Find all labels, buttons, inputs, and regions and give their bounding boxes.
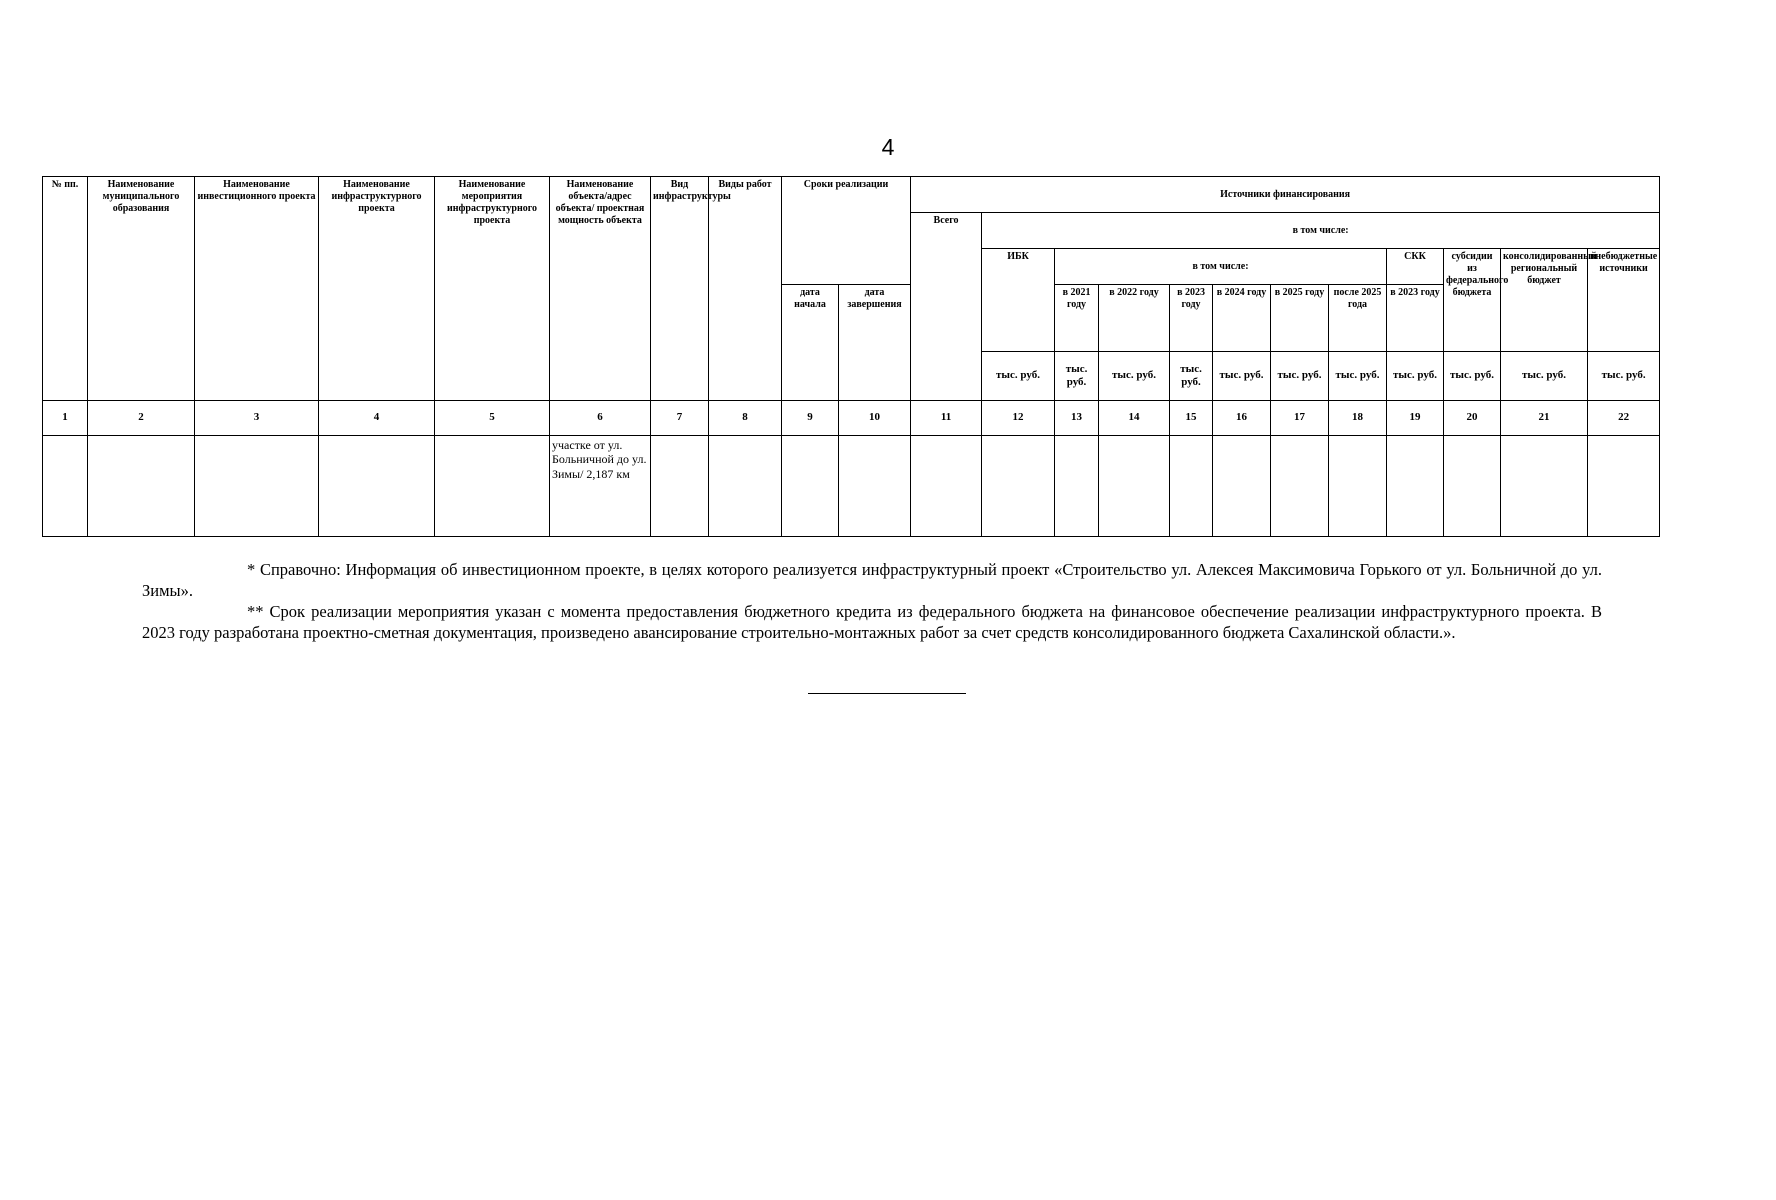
unit-cell: тыс. руб.: [1588, 352, 1660, 401]
header-including-2: в том числе:: [1055, 249, 1387, 285]
header-y2022: в 2022 году: [1099, 285, 1170, 352]
table-cell: [782, 436, 839, 537]
header-infra-type: Вид инфраструктуры: [651, 177, 709, 401]
unit-cell: тыс. руб.: [1387, 352, 1444, 401]
object-cell: участке от ул. Больничной до ул. Зимы/ 2,187 км: [550, 436, 651, 537]
unit-cell: тыс. руб.: [1170, 352, 1213, 401]
column-number: 9: [782, 401, 839, 436]
header-ibk: ИБК: [982, 249, 1055, 352]
header-infrastructure-project: Наименование инфраструктурного проекта: [319, 177, 435, 401]
column-number: 10: [839, 401, 911, 436]
table-cell: [651, 436, 709, 537]
table-cell: [1444, 436, 1501, 537]
column-number: 15: [1170, 401, 1213, 436]
header-including: в том числе:: [982, 213, 1660, 249]
table-cell: [1387, 436, 1444, 537]
header-regional-budget: консолидированный региональный бюджет: [1501, 249, 1588, 352]
header-after2025: после 2025 года: [1329, 285, 1387, 352]
closing-rule: [808, 693, 966, 694]
header-no: № пп.: [43, 177, 88, 401]
header-skk: СКК: [1387, 249, 1444, 285]
column-number: 6: [550, 401, 651, 436]
footnotes: [142, 559, 1602, 643]
header-extrabudgetary: внебюджетные источники: [1588, 249, 1660, 352]
column-number: 18: [1329, 401, 1387, 436]
column-number: 22: [1588, 401, 1660, 436]
unit-cell: тыс. руб.: [1444, 352, 1501, 401]
column-number: 3: [195, 401, 319, 436]
table-cell: [839, 436, 911, 537]
column-number: 5: [435, 401, 550, 436]
header-timing: Сроки реализации: [782, 177, 911, 285]
header-object: Наименование объекта/адрес объекта/ проектная мощность объекта: [550, 177, 651, 401]
page-number: 4: [881, 134, 895, 160]
column-number: 7: [651, 401, 709, 436]
header-y2021: в 2021 году: [1055, 285, 1099, 352]
column-number: 11: [911, 401, 982, 436]
table-cell: [88, 436, 195, 537]
column-number: 4: [319, 401, 435, 436]
column-number: 12: [982, 401, 1055, 436]
header-investment-project: Наименование инвестиционного проекта: [195, 177, 319, 401]
unit-cell: тыс. руб.: [1055, 352, 1099, 401]
header-total: Всего: [911, 213, 982, 401]
table-cell: [709, 436, 782, 537]
table-cell: [911, 436, 982, 537]
table-cell: [1213, 436, 1271, 537]
table-row: [43, 436, 1660, 537]
header-start-date: дата начала: [782, 285, 839, 401]
table-cell: [1329, 436, 1387, 537]
table-cell: [1170, 436, 1213, 537]
header-municipality: Наименование муниципального образования: [88, 177, 195, 401]
column-number: 2: [88, 401, 195, 436]
column-number: 20: [1444, 401, 1501, 436]
column-number: 8: [709, 401, 782, 436]
header-y2024: в 2024 году: [1213, 285, 1271, 352]
table-cell: [1271, 436, 1329, 537]
header-y2023: в 2023 году: [1170, 285, 1213, 352]
header-event: Наименование мероприятия инфраструктурного проекта: [435, 177, 550, 401]
column-number: 21: [1501, 401, 1588, 436]
column-number: 16: [1213, 401, 1271, 436]
column-number: 17: [1271, 401, 1329, 436]
header-y2025: в 2025 году: [1271, 285, 1329, 352]
table-cell: [1055, 436, 1099, 537]
unit-cell: тыс. руб.: [1099, 352, 1170, 401]
column-numbers-row: [43, 401, 1660, 436]
table-cell: [982, 436, 1055, 537]
table-cell: [435, 436, 550, 537]
footnote-2: ** Срок реализации мероприятия указан с момента предоставления бюджетного кредита из федерального бюджета на финансовое обеспечение реализации инфраструктурного проекта. В 2023 году разработана проектно-сметная документация, произведено авансирование строительно-монтажных работ за счет средств консолидированного бюджета Сахалинской области.».: [142, 602, 1602, 642]
table-cell: [1501, 436, 1588, 537]
header-work-types: Виды работ: [709, 177, 782, 401]
column-number: 1: [43, 401, 88, 436]
unit-cell: тыс. руб.: [982, 352, 1055, 401]
unit-cell: тыс. руб.: [1271, 352, 1329, 401]
table-cell: [1099, 436, 1170, 537]
header-skk-2023: в 2023 году: [1387, 285, 1444, 352]
unit-cell: тыс. руб.: [1329, 352, 1387, 401]
footnote-1: * Справочно: Информация об инвестиционном проекте, в целях которого реализуется инфраструктурный проект «Строительство ул. Алексея Максимовича Горького от ул. Больничной до ул. Зимы».: [142, 560, 1602, 600]
table-cell: [43, 436, 88, 537]
unit-cell: тыс. руб.: [1213, 352, 1271, 401]
unit-cell: тыс. руб.: [1501, 352, 1588, 401]
table-cell: [195, 436, 319, 537]
column-number: 14: [1099, 401, 1170, 436]
header-federal-subsidy: субсидии из федерального бюджета: [1444, 249, 1501, 352]
header-funding-sources: Источники финансирования: [911, 177, 1660, 213]
header-end-date: дата завершения: [839, 285, 911, 401]
funding-table: [42, 176, 1660, 537]
table-cell: [1588, 436, 1660, 537]
table-cell: [319, 436, 435, 537]
column-number: 19: [1387, 401, 1444, 436]
column-number: 13: [1055, 401, 1099, 436]
